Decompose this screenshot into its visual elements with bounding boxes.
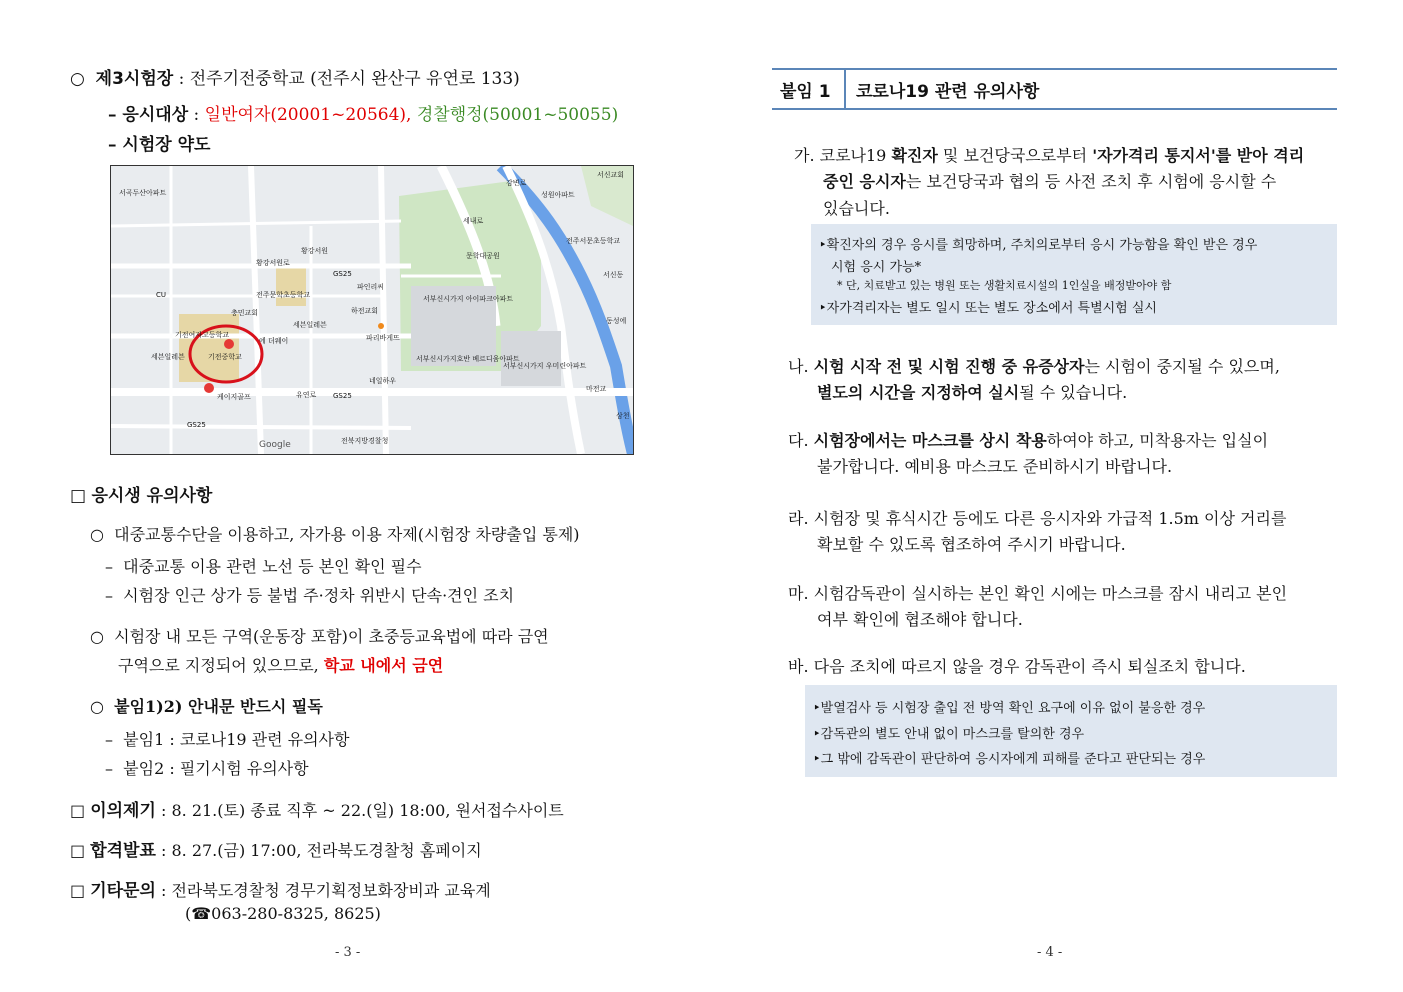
map-label-19: 전북지방경찰청 [341,437,389,445]
map-label-10: 기전중학교 [208,353,242,361]
objection-line: □ 이의제기 : 8. 21.(토) 종료 직후 ~ 22.(일) 18:00, 원서접수사이트 [70,801,564,821]
ga-rest: 는 보건당국과 협의 등 사전 조치 후 시험에 응시할 수 [905,172,1277,191]
item-ra-line2: 확보할 수 있도록 협조하여 주시기 바랍니다. [817,535,1126,554]
notice-1: ○ 대중교통수단을 이용하고, 자가용 이용 자제(시험장 차량출입 통제) [90,525,580,544]
ga-prefix: 가. 코로나19 [794,146,892,165]
item-ma-line2: 여부 확인에 협조해야 합니다. [817,610,1023,629]
da-rest: 하여야 하고, 미착용자는 입실이 [1046,431,1269,450]
map-label-34: 감변로 [506,179,527,187]
box2-line-c: ‣그 밖에 감독관이 판단하여 응시자에게 피해를 준다고 판단되는 경우 [813,752,1206,767]
item-ma-line1: 마. 시험감독관이 실시하는 본인 확인 시에는 마스크를 잠시 내리고 본인 [788,584,1288,603]
info-box-2 [805,685,1337,777]
ga-bold-1: 확진자 [891,146,938,165]
map-label-35: 하전교회 [351,307,379,315]
map-label-28: 마전교 [586,385,607,393]
result-label: 합격발표 [90,841,156,861]
item-na-line2 [817,380,1127,403]
checkbox-square-icon: □ [70,486,92,506]
site3-label: 제3시험장 [95,69,174,89]
notice-1b-text: 시험장 인근 상가 등 불법 주·정차 위반시 단속·견인 조치 [123,586,515,605]
contact-value: : 전라북도경찰청 경무기획정보화장비과 교육계 [155,881,491,900]
map-google-logo: Google [259,440,291,450]
attachment-number-cell [772,70,846,108]
box1-line-a2: 시험 응시 가능* [831,260,922,275]
notice-3b-text: 붙임2 : 필기시험 유의사항 [123,759,309,778]
map-heading: – 시험장 약도 [108,135,211,155]
notice-1a: – 대중교통 이용 관련 노선 등 본인 확인 필수 [105,557,422,576]
map-label-22: 서부신시가지 아이파크아파트 [423,295,514,303]
ga-bold-3: 중인 응시자 [823,172,906,191]
notice-1a-text: 대중교통 이용 관련 노선 등 본인 확인 필수 [123,557,422,576]
item-na-line1 [788,354,1280,377]
attachment-header [772,68,1337,110]
map-label-2: 황강서원 [301,247,329,255]
site3-value: : 전주기전중학교 (전주시 완산구 유연로 133) [173,69,520,89]
notice-2c-text: 학교 내에서 금연 [323,656,444,675]
map-label-33: 삼천 [616,412,630,420]
box1-line-a1: ‣확진자의 경우 응시를 희망하며, 주치의로부터 응시 가능함을 확인 받은 경우 [819,238,1258,253]
target-line: – 응시대상 : 일반여자(20001~20564), 경찰행정(50001~50055) [108,105,619,125]
map-label-1: 서곡두산아파트 [119,189,167,197]
map-label-23: 서부신시가지호반 베르디움아파트 [416,355,520,363]
ga-mid: 및 보건당국으로부터 [937,146,1093,165]
map-label-14: 케이지골프 [217,393,251,401]
item-ga-line1 [794,143,1304,166]
map-label-16: GS25 [333,392,352,400]
notice-3a-text: 붙임1 : 코로나19 관련 유의사항 [123,730,350,749]
map-label-18: GS25 [187,421,206,429]
attachment-title: 코로나19 관련 유의사항 [856,82,1040,102]
na-rest-2: 될 수 있습니다. [1019,383,1128,402]
notice-1b: – 시험장 인근 상가 등 불법 주·정차 위반시 단속·견인 조치 [105,586,515,605]
notice-2b [118,653,443,676]
map-label-9: 기전여자고등학교 [175,331,230,339]
box1-line-b: ‣자가격리자는 별도 일시 또는 별도 장소에서 특별시험 실시 [819,301,1157,316]
map-label-17: 네일하우 [369,377,397,385]
page-number-right: - 4 - [1037,945,1063,960]
site3-line [70,64,520,89]
map-label-21: 세내로 [463,217,484,225]
item-ga-line2 [823,169,1276,192]
item-da-line1 [788,428,1268,451]
notice-2a-text: 시험장 내 모든 구역(운동장 포함)이 초중등교육법에 따라 금연 [114,627,549,646]
site-map [110,165,634,455]
na-rest-1: 는 시험이 중지될 수 있으며, [1084,357,1280,376]
map-label-6: 전주문학초등학교 [256,291,311,299]
map-label-13: 파리바게뜨 [366,334,400,342]
map-label-26: 전주서문초등학교 [566,237,621,245]
map-label-15: 유연로 [296,391,317,399]
attachment-number: 붙임 1 [780,82,831,102]
target-label: 응시대상 [122,105,189,125]
result-value: : 8. 27.(금) 17:00, 전라북도경찰청 홈페이지 [155,841,482,860]
map-label-32: 동성에 [606,317,627,325]
map-label-3: 황강서원로 [256,259,290,267]
map-label-24: 서부신시가지 우미린아파트 [503,362,587,370]
map-label: 시험장 약도 [122,135,211,155]
map-label-8: 세븐일레븐 [293,321,327,329]
map-label-7: 충민교회 [231,309,259,317]
map-label-29: CU [156,291,167,299]
box2-line-b: ‣감독관의 별도 안내 없이 마스크를 탈의한 경우 [813,727,1085,742]
contact-phone: (☎063-280-8325, 8625) [185,904,381,923]
notice-3a: – 붙임1 : 코로나19 관련 유의사항 [105,730,350,749]
item-da-line2: 불가합니다. 예비용 마스크도 준비하시기 바랍니다. [817,457,1173,476]
target-female: 일반여자(20001~20564), [204,105,412,125]
da-bold: 시험장에서는 마스크를 상시 착용 [813,431,1047,450]
map-label-4: GS25 [333,270,352,278]
target-sep: : [188,105,205,125]
item-ba-line1: 바. 다음 조치에 따르지 않을 경우 감독관이 즉시 퇴실조치 합니다. [788,657,1246,676]
bullet-circle: ○ [70,69,96,89]
map-label-27: 서신동 [603,271,624,279]
na-bold-1: 시험 시작 전 및 시험 진행 중 유증상자 [813,357,1085,376]
da-prefix: 다. [788,431,814,450]
na-bold-2: 별도의 시간을 지정하여 실시 [817,383,1020,402]
na-prefix: 나. [788,357,814,376]
box1-note: * 단, 치료받고 있는 병원 또는 생활치료시설의 1인실을 배정받아야 함 [837,279,1172,292]
result-line: □ 합격발표 : 8. 27.(금) 17:00, 전라북도경찰청 홈페이지 [70,841,482,861]
notice-1-text: 대중교통수단을 이용하고, 자가용 이용 자제(시험장 차량출입 통제) [114,525,580,544]
objection-value: : 8. 21.(토) 종료 직후 ~ 22.(일) 18:00, 원서접수사이트 [155,801,564,820]
box2-line-a: ‣발열검사 등 시험장 출입 전 방역 확인 요구에 이유 없이 불응한 경우 [813,701,1206,716]
notice-title: 응시생 유의사항 [91,486,213,506]
notice-3-text: 붙임1)2) 안내문 반드시 필독 [114,697,323,716]
contact-label: 기타문의 [90,881,156,901]
map-label-5: 파인리씨 [357,283,385,291]
info-box-1 [811,224,1337,325]
target-police: 경찰행정(50001~50055) [416,105,619,125]
notice-2a: ○ 시험장 내 모든 구역(운동장 포함)이 초중등교육법에 따라 금연 [90,627,549,646]
page-number-left: - 3 - [335,945,361,960]
map-label-20: 문학대공원 [466,252,500,260]
objection-label: 이의제기 [90,801,156,821]
map-label-31: 서신교회 [597,171,625,179]
contact-line: □ 기타문의 : 전라북도경찰청 경무기획정보화장비과 교육계 [70,881,491,901]
item-ga-line3: 있습니다. [823,199,890,218]
map-label-11: 세븐일레븐 [151,353,185,361]
map-label-12: 에 더웨이 [259,337,289,345]
notice-3b: – 붙임2 : 필기시험 유의사항 [105,759,309,778]
notice-heading [70,481,212,506]
map-label-25: 성원아파트 [541,191,575,199]
notice-3: ○ 붙임1)2) 안내문 반드시 필독 [90,697,323,716]
item-ra-line1: 라. 시험장 및 휴식시간 등에도 다른 응시자와 가급적 1.5m 이상 거리를 [788,509,1287,528]
notice-2b-text: 구역으로 지정되어 있으므로, [118,656,324,675]
ga-bold-2: '자가격리 통지서'를 받아 격리 [1092,146,1305,165]
